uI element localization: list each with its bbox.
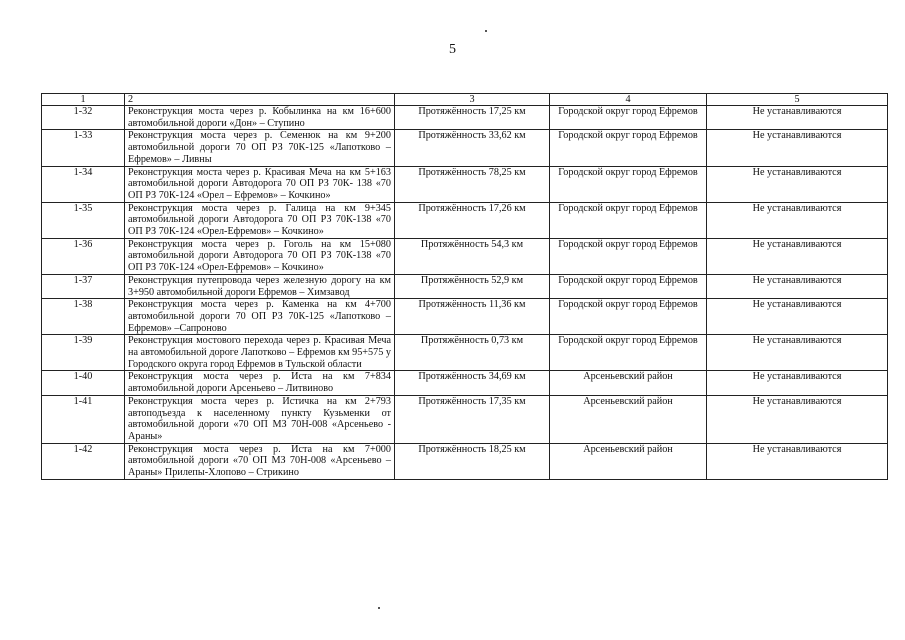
table-row [42, 299, 888, 335]
column-header-1: 1 [42, 94, 125, 106]
table-row [42, 106, 888, 130]
table-row [42, 395, 888, 443]
location-cell: Городской округ город Ефремов [550, 130, 707, 166]
zone-cell: Не устанавливаются [707, 371, 888, 395]
row-number-cell: 1-41 [42, 395, 125, 443]
location-cell: Арсеньевский район [550, 443, 707, 479]
table-row [42, 274, 888, 298]
scan-artifact-dot [485, 30, 487, 32]
object-name-cell: Реконструкция моста через р. Красивая Меча на км 5+163 автомобильной дороги Автодорога 70 ОП РЗ 70К- 138 «70 ОП РЗ 70К-124 «Орел – Ефремов» – Кочкино» [125, 166, 395, 202]
zone-cell: Не устанавливаются [707, 202, 888, 238]
column-header-3: 3 [395, 94, 550, 106]
characteristic-cell: Протяжённость 33,62 км [395, 130, 550, 166]
zone-cell: Не устанавливаются [707, 274, 888, 298]
table-row [42, 166, 888, 202]
page-number: 5 [449, 42, 456, 57]
object-name-cell: Реконструкция мостового перехода через р. Красивая Меча на автомобильной дороге Лапотково – Ефремов км 95+575 у Городского округа город Ефремов в Тульской области [125, 335, 395, 371]
table-row [42, 443, 888, 479]
characteristic-cell: Протяжённость 0,73 км [395, 335, 550, 371]
object-name-cell: Реконструкция моста через р. Иста на км 7+834 автомобильной дороги Арсеньево – Литвиново [125, 371, 395, 395]
object-name-cell: Реконструкция путепровода через железную дорогу на км 3+950 автомобильной дороги Ефремов – Химзавод [125, 274, 395, 298]
table-row [42, 335, 888, 371]
zone-cell: Не устанавливаются [707, 238, 888, 274]
characteristic-cell: Протяжённость 54,3 км [395, 238, 550, 274]
table-header-row [42, 94, 888, 106]
table-row [42, 238, 888, 274]
row-number-cell: 1-32 [42, 106, 125, 130]
characteristic-cell: Протяжённость 18,25 км [395, 443, 550, 479]
row-number-cell: 1-39 [42, 335, 125, 371]
location-cell: Городской округ город Ефремов [550, 166, 707, 202]
zone-cell: Не устанавливаются [707, 443, 888, 479]
location-cell: Арсеньевский район [550, 395, 707, 443]
characteristic-cell: Протяжённость 11,36 км [395, 299, 550, 335]
characteristic-cell: Протяжённость 78,25 км [395, 166, 550, 202]
location-cell: Городской округ город Ефремов [550, 335, 707, 371]
object-name-cell: Реконструкция моста через р. Истичка на км 2+793 автоподъезда к населенному пункту Кузьменки от автомобильной дороги «70 ОП МЗ 70Н-008 «Арсеньево - Араны» [125, 395, 395, 443]
location-cell: Городской округ город Ефремов [550, 106, 707, 130]
object-name-cell: Реконструкция моста через р. Каменка на км 4+700 автомобильной дороги 70 ОП РЗ 70К-125 «Лапотково – Ефремов» –Сапроново [125, 299, 395, 335]
location-cell: Городской округ город Ефремов [550, 299, 707, 335]
zone-cell: Не устанавливаются [707, 395, 888, 443]
column-header-2: 2 [125, 94, 395, 106]
zone-cell: Не устанавливаются [707, 166, 888, 202]
row-number-cell: 1-33 [42, 130, 125, 166]
characteristic-cell: Протяжённость 34,69 км [395, 371, 550, 395]
zone-cell: Не устанавливаются [707, 106, 888, 130]
row-number-cell: 1-37 [42, 274, 125, 298]
location-cell: Городской округ город Ефремов [550, 202, 707, 238]
scan-artifact-dot [378, 607, 380, 609]
zone-cell: Не устанавливаются [707, 299, 888, 335]
row-number-cell: 1-36 [42, 238, 125, 274]
characteristic-cell: Протяжённость 52,9 км [395, 274, 550, 298]
row-number-cell: 1-38 [42, 299, 125, 335]
row-number-cell: 1-40 [42, 371, 125, 395]
location-cell: Арсеньевский район [550, 371, 707, 395]
object-name-cell: Реконструкция моста через р. Семенюк на км 9+200 автомобильной дороги 70 ОП РЗ 70К-125 «Лапотково – Ефремов» – Ливны [125, 130, 395, 166]
location-cell: Городской округ город Ефремов [550, 238, 707, 274]
object-name-cell: Реконструкция моста через р. Иста на км 7+000 автомобильной дороги «70 ОП МЗ 70Н-008 «Арсеньево – Араны» Прилепы-Хлопово – Стрикино [125, 443, 395, 479]
characteristic-cell: Протяжённость 17,26 км [395, 202, 550, 238]
zone-cell: Не устанавливаются [707, 335, 888, 371]
object-name-cell: Реконструкция моста через р. Кобылинка на км 16+600 автомобильной дороги «Дон» – Ступино [125, 106, 395, 130]
object-name-cell: Реконструкция моста через р. Галица на км 9+345 автомобильной дороги Автодорога 70 ОП РЗ 70К-138 «70 ОП РЗ 70К-124 «Орел-Ефремов» – Кочкино» [125, 202, 395, 238]
objects-table [41, 93, 888, 480]
table-row [42, 202, 888, 238]
row-number-cell: 1-42 [42, 443, 125, 479]
column-header-5: 5 [707, 94, 888, 106]
table-row [42, 130, 888, 166]
zone-cell: Не устанавливаются [707, 130, 888, 166]
row-number-cell: 1-35 [42, 202, 125, 238]
table-row [42, 371, 888, 395]
row-number-cell: 1-34 [42, 166, 125, 202]
location-cell: Городской округ город Ефремов [550, 274, 707, 298]
characteristic-cell: Протяжённость 17,35 км [395, 395, 550, 443]
object-name-cell: Реконструкция моста через р. Гоголь на км 15+080 автомобильной дороги Автодорога 70 ОП РЗ 70К-138 «70 ОП РЗ 70К-124 «Орел-Ефремов» – Кочкино» [125, 238, 395, 274]
characteristic-cell: Протяжённость 17,25 км [395, 106, 550, 130]
column-header-4: 4 [550, 94, 707, 106]
